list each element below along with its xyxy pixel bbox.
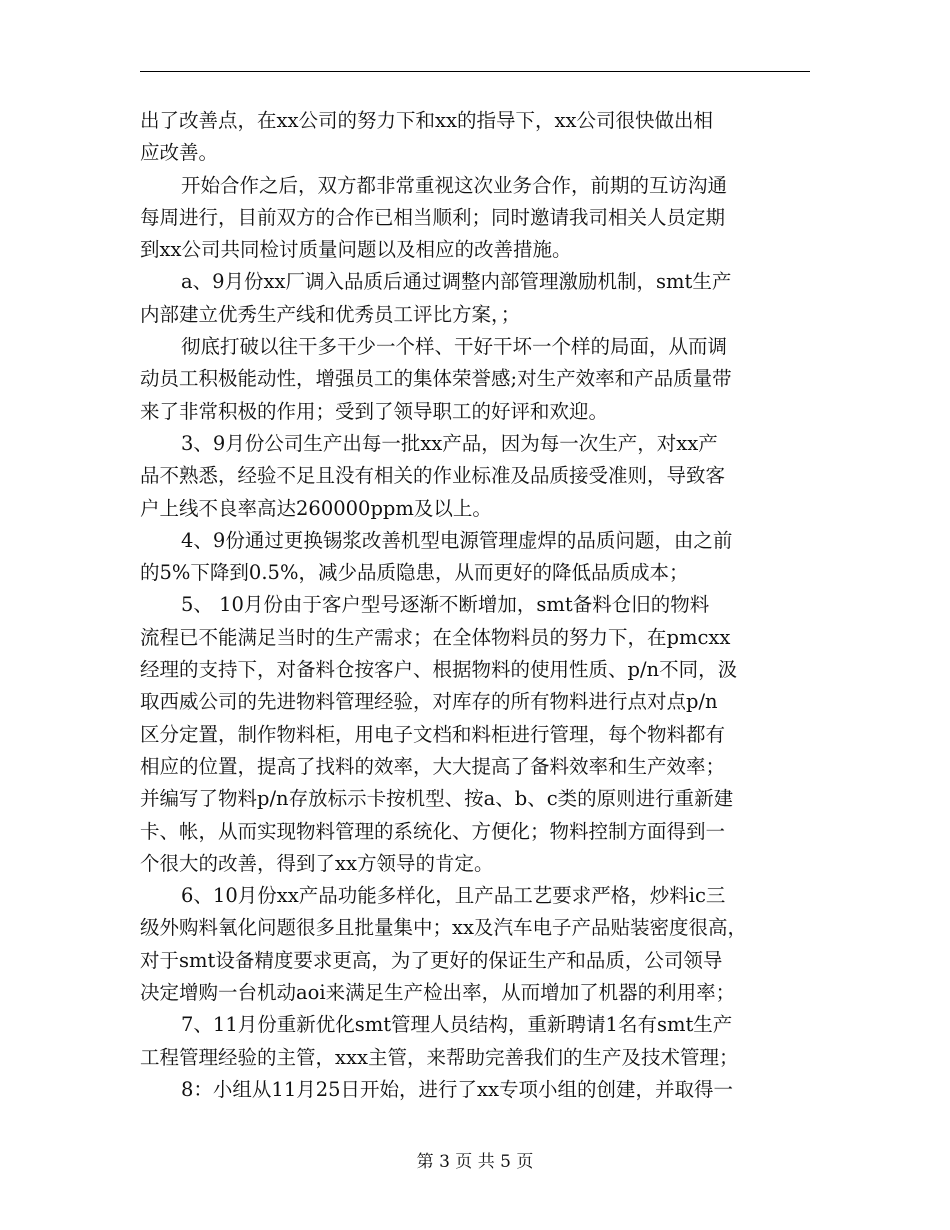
- paragraph-first-line: 3、9月份公司生产出每一批xx产品，因为每一次生产，对xx产: [181, 431, 718, 455]
- paragraph-line: 取西威公司的先进物料管理经验，对库存的所有物料进行点对点p/n: [140, 690, 718, 714]
- paragraph-line: 动员工积极能动性，增强员工的集体荣誉感;对生产效率和产品质量带: [140, 367, 732, 391]
- paragraph-line: 并编写了物料p/n存放标示卡按机型、按a、b、c类的原则进行重新建: [140, 787, 734, 811]
- page-footer: 第 3 页 共 5 页: [416, 1152, 534, 1172]
- paragraph-line: 到xx公司共同检讨质量问题以及相应的改善措施。: [140, 238, 572, 262]
- paragraph-first-line: 4、9份通过更换锡浆改善机型电源管理虚焊的品质问题，由之前: [181, 528, 733, 552]
- paragraph-first-line: a、9月份xx厂调入品质后通过调整内部管理激励机制，smt生产: [181, 270, 732, 294]
- paragraph-line: 来了非常积极的作用；受到了领导职工的好评和欢迎。: [140, 399, 609, 423]
- paragraph-line: 内部建立优秀生产线和优秀员工评比方案，；: [140, 302, 521, 326]
- paragraph-first-line: 7、11月份重新优化smt管理人员结构，重新聘请1名有smt生产: [181, 1013, 733, 1037]
- paragraph-line: 个很大的改善，得到了xx方领导的肯定。: [140, 851, 494, 875]
- paragraph-line: 级外购料氧化问题很多且批量集中；xx及汽车电子产品贴装密度很高，: [140, 916, 747, 940]
- paragraph-line: 卡、帐，从而实现物料管理的系统化、方便化；物料控制方面得到一: [140, 819, 726, 843]
- paragraph-line: 户上线不良率高达260000ppm及以上。: [140, 496, 492, 520]
- paragraph-first-line: 6、10月份xx产品功能多样化，且产品工艺要求严格，炒料ic三: [181, 884, 726, 908]
- paragraph-line: 对于smt设备精度要求更高，为了更好的保证生产和品质，公司领导: [140, 948, 723, 972]
- paragraph-line: 出了改善点，在xx公司的努力下和xx的指导下，xx公司很快做出相: [140, 109, 713, 132]
- paragraph-first-line: 8：小组从11月25日开始，进行了xx专项小组的创建，并取得一: [181, 1077, 734, 1101]
- paragraph-line: 流程已不能满足当时的生产需求；在全体物料员的努力下，在pmcxx: [140, 625, 731, 649]
- paragraph-line: 应改善。: [140, 141, 219, 165]
- paragraph-first-line: 开始合作之后，双方都非常重视这次业务合作，前期的互访沟通: [181, 173, 728, 197]
- document-body: [140, 105, 812, 1106]
- paragraph-first-line: 5、 10月份由于客户型号逐渐不断增加，smt备料仓旧的物料: [181, 593, 710, 617]
- header-rule: [140, 71, 810, 72]
- paragraph-line: 决定增购一台机动aoi来满足生产检出率，从而增加了机器的利用率；: [140, 981, 736, 1005]
- paragraph-line: 工程管理经验的主管，xxx主管，来帮助完善我们的生产及技术管理；: [140, 1045, 739, 1069]
- paragraph-first-line: 彻底打破以往干多干少一个样、干好干坏一个样的局面，从而调: [181, 335, 728, 359]
- paragraph-line: 区分定置，制作物料柜，用电子文档和料柜进行管理，每个物料都有: [140, 722, 726, 746]
- paragraph-line: 品不熟悉，经验不足且没有相关的作业标准及品质接受准则，导致客: [140, 464, 726, 488]
- paragraph-line: 每周进行，目前双方的合作已相当顺利；同时邀请我司相关人员定期: [140, 205, 726, 229]
- paragraph-line: 经理的支持下，对备料仓按客户、根据物料的使用性质、p/n不同，汲: [140, 658, 738, 682]
- paragraph-line: 相应的位置，提高了找料的效率，大大提高了备料效率和生产效率；: [140, 754, 726, 778]
- paragraph-line: 的5%下降到0.5%，减少品质隐患，从而更好的降低品质成本；: [140, 561, 689, 585]
